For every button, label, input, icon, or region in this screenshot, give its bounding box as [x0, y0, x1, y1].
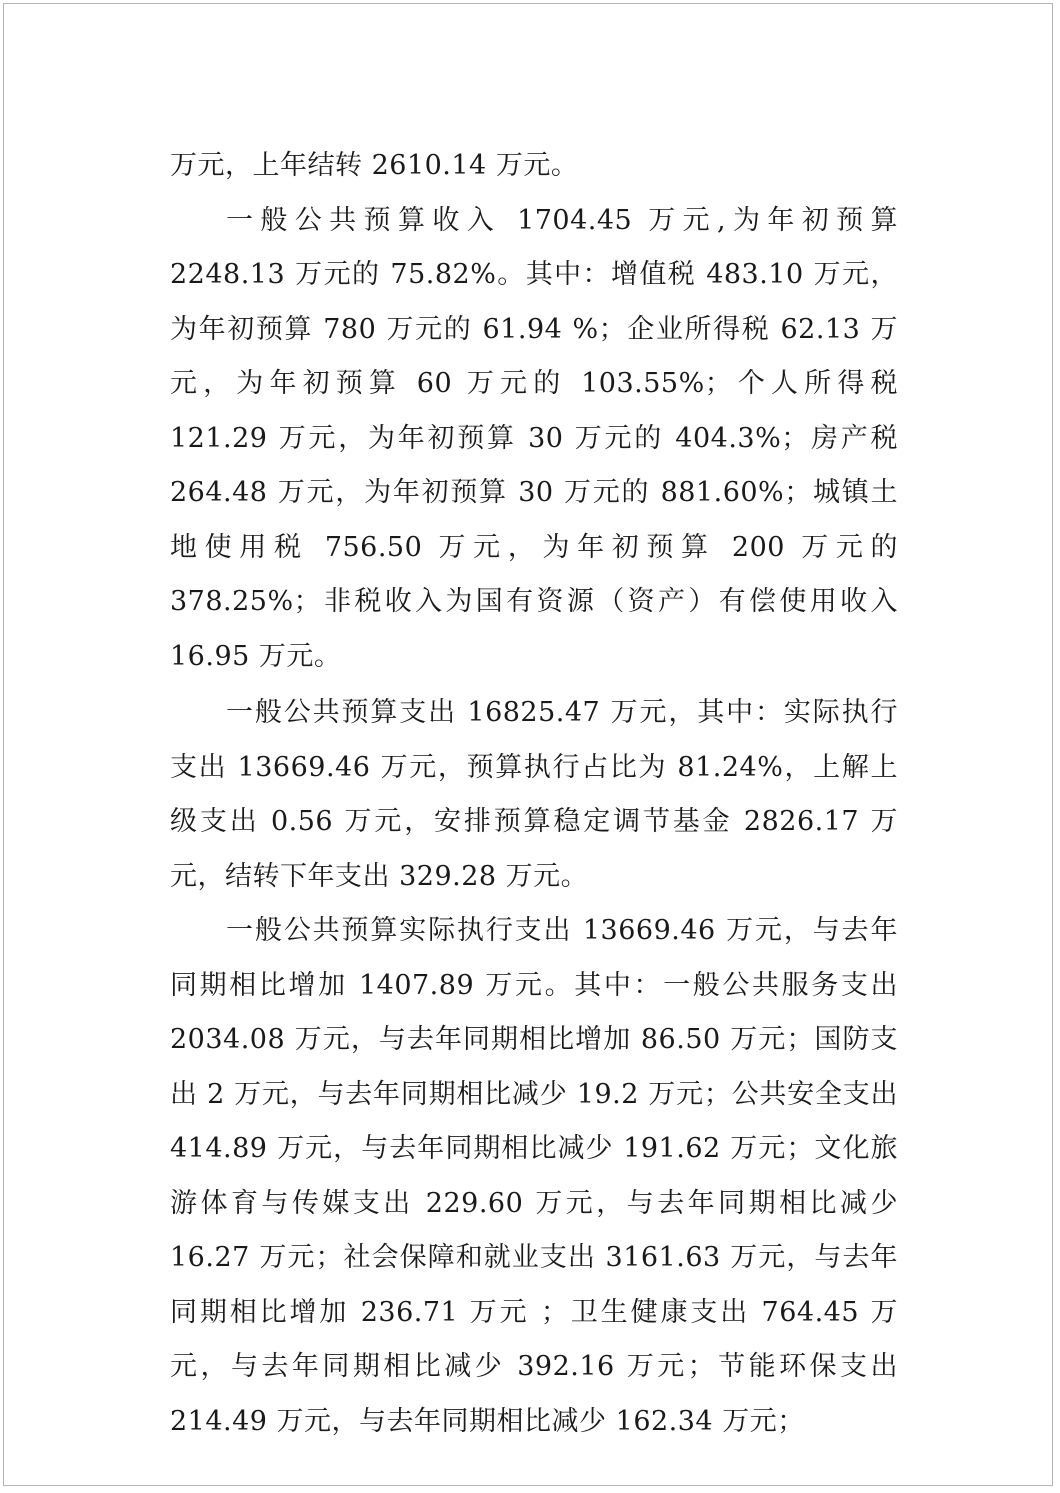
paragraph-budget-expenditure: 一般公共预算支出 16825.47 万元，其中：实际执行支出 13669.46 万元，预算执行占比为 81.24%，上解上级支出 0.56 万元，安排预算稳定调节基金 2826.17 万元，结转下年支出 329.28 万元。: [170, 697, 898, 892]
document-page: [3, 3, 1053, 1486]
document-body: [170, 139, 898, 1449]
paragraph-actual-expenditure: 一般公共预算实际执行支出 13669.46 万元，与去年同期相比增加 1407.89 万元。其中：一般公共服务支出 2034.08 万元，与去年同期相比增加 86.50 万元；国防支出 2 万元，与去年同期相比减少 19.2 万元；公共安全支出 414.89 万元，与去年同期相比减少 191.62 万元；文化旅游体育与传媒支出 229.60 万元，与去年同期相比减少 16.27 万元；社会保障和就业支出 3161.63 万元，与去年同期相比增加 236.71 万元 ；卫生健康支出 764.45 万元，与去年同期相比减少 392.16 万元；节能环保支出 214.49 万元，与去年同期相比减少 162.34 万元；: [170, 915, 898, 1437]
paragraph-carryover: 万元，上年结转 2610.14 万元。: [170, 150, 579, 181]
paragraph-budget-revenue: 一般公共预算收入 1704.45 万元,为年初预算 2248.13 万元的 75.82%。其中：增值税 483.10 万元，为年初预算 780 万元的 61.94 %；企业所得税 62.13 万元，为年初预算 60 万元的 103.55%；个人所得税 121.29 万元，为年初预算 30 万元的 404.3%；房产税 264.48 万元，为年初预算 30 万元的 881.60%；城镇土地使用税 756.50 万元，为年初预算 200 万元的 378.25%；非税收入为国有资源（资产）有偿使用收入 16.95 万元。: [170, 204, 898, 672]
